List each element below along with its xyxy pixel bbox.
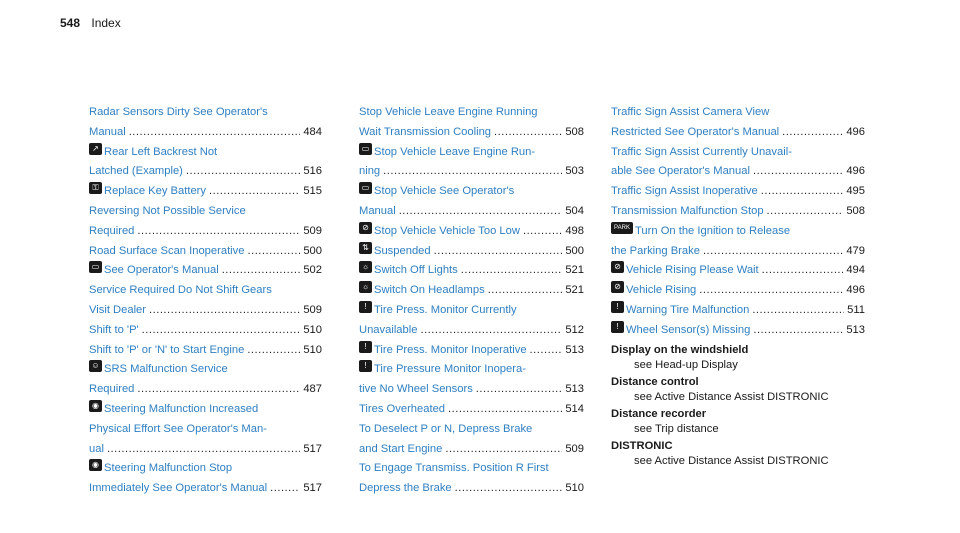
entry-text[interactable]: Tires Overheated (359, 402, 446, 415)
warning-symbol-icon: ⊘ (359, 222, 372, 234)
page-ref[interactable]: 521 (565, 284, 584, 297)
index-entry[interactable] (359, 182, 584, 222)
warning-symbol-icon: ◉ (89, 400, 102, 412)
entry-line (359, 420, 584, 440)
dot-leader (448, 400, 562, 420)
entry-line (359, 341, 584, 361)
entry-line (611, 123, 865, 143)
dot-leader (476, 380, 563, 400)
dot-leader (762, 261, 844, 281)
index-entry[interactable] (359, 400, 584, 420)
entry-text[interactable]: Visit Dealer (89, 303, 146, 316)
entry-line (359, 123, 584, 143)
entry-line (611, 261, 865, 281)
entry-line (611, 103, 865, 123)
dot-leader (752, 301, 844, 321)
entry-text[interactable]: Stop Vehicle Leave Engine Run- (374, 145, 536, 158)
entry-line (89, 301, 322, 321)
warning-symbol-icon: ▭ (359, 143, 372, 155)
entry-text[interactable]: Switch On Headlamps (374, 284, 485, 297)
entry-line (89, 222, 322, 242)
entry-line (359, 400, 584, 420)
entry-text[interactable]: Suspended (374, 244, 431, 257)
page-ref[interactable]: 517 (303, 482, 322, 495)
index-column-1 (89, 103, 322, 499)
index-column-3 (611, 103, 865, 469)
entry-text[interactable]: Reversing Not Possible Service (89, 204, 246, 217)
page-ref[interactable]: 513 (846, 323, 865, 336)
index-entry[interactable] (611, 182, 865, 202)
warning-symbol-icon: ↗ (89, 143, 102, 155)
entry-line (359, 261, 584, 281)
column-3-tail (611, 343, 865, 469)
entry-line (89, 360, 322, 380)
page-ref[interactable]: 513 (565, 343, 584, 356)
page-header (60, 16, 121, 30)
entry-text[interactable]: Unavailable (359, 323, 418, 336)
see-reference[interactable]: see Head-up Display (634, 358, 738, 371)
page-ref[interactable]: 494 (846, 264, 865, 277)
entry-line (89, 380, 322, 400)
page-ref[interactable]: 496 (846, 284, 865, 297)
entry-line (89, 242, 322, 262)
dot-leader (753, 321, 843, 341)
page-ref[interactable]: 479 (846, 244, 865, 257)
entry-text[interactable]: tive No Wheel Sensors (359, 383, 473, 396)
page-ref[interactable]: 510 (303, 323, 322, 336)
dot-leader (703, 242, 843, 262)
entry-text[interactable]: Replace Key Battery (104, 185, 206, 198)
index-entry[interactable] (611, 321, 865, 341)
entry-line (611, 301, 865, 321)
entry-line (611, 202, 865, 222)
dot-leader (523, 222, 562, 242)
dot-leader (455, 479, 563, 499)
page-ref[interactable]: 487 (303, 383, 322, 396)
index-entry[interactable] (89, 360, 322, 400)
entry-text[interactable]: Shift to 'P' or 'N' to Start Engine (89, 343, 245, 356)
index-entry[interactable] (89, 242, 322, 262)
index-entry[interactable] (611, 301, 865, 321)
entry-text[interactable]: See Operator's Manual (104, 264, 219, 277)
page-ref[interactable]: 516 (303, 165, 322, 178)
index-entry[interactable] (89, 341, 322, 361)
page-ref[interactable]: 521 (565, 264, 584, 277)
dot-leader (445, 440, 562, 460)
dot-leader (129, 123, 301, 143)
dot-leader (383, 162, 562, 182)
entry-text[interactable]: Immediately See Operator's Manual (89, 482, 268, 495)
index-entry[interactable] (359, 281, 584, 301)
entry-text[interactable]: To Deselect P or N, Depress Brake (359, 422, 533, 435)
dot-leader (488, 281, 563, 301)
warning-symbol-icon: PARK (611, 222, 633, 234)
entry-line (359, 301, 584, 321)
entry-line (89, 202, 322, 222)
entry-text[interactable]: Wheel Sensor(s) Missing (626, 323, 751, 336)
entry-line (359, 440, 584, 460)
entry-text[interactable]: Switch Off Lights (374, 264, 458, 277)
index-entry[interactable] (89, 182, 322, 202)
warning-symbol-icon: ☼ (359, 281, 372, 293)
entry-text[interactable]: SRS Malfunction Service (104, 363, 228, 376)
page-ref[interactable]: 502 (303, 264, 322, 277)
entry-line (359, 479, 584, 499)
entry-line (359, 380, 584, 400)
warning-symbol-icon: ⊘ (611, 261, 624, 273)
entry-text[interactable]: Stop Vehicle Leave Engine Running (359, 106, 538, 118)
index-heading: Distance control (611, 375, 699, 388)
index-entry[interactable] (359, 360, 584, 400)
page-ref[interactable]: 514 (565, 402, 584, 415)
index-entry[interactable] (611, 202, 865, 222)
index-entry[interactable] (611, 281, 865, 301)
entry-text[interactable]: Warning Tire Malfunction (626, 303, 750, 316)
page-ref[interactable]: 513 (565, 383, 584, 396)
entry-line (89, 182, 322, 202)
dot-leader (767, 202, 844, 222)
index-entry[interactable] (359, 242, 584, 262)
entry-text[interactable]: Required (89, 224, 135, 237)
entry-text[interactable]: ning (359, 165, 381, 178)
entry-text[interactable]: Tire Pressure Monitor Inopera- (374, 363, 526, 376)
entry-text[interactable]: Traffic Sign Assist Camera View (611, 106, 770, 118)
dot-leader (434, 242, 563, 262)
entry-text[interactable]: Physical Effort See Operator's Man- (89, 422, 267, 435)
warning-symbol-icon: ! (359, 341, 372, 353)
entry-line (359, 103, 584, 123)
entry-text[interactable]: Vehicle Rising Please Wait (626, 264, 759, 277)
index-entry[interactable] (359, 103, 584, 143)
index-entry[interactable] (611, 103, 865, 143)
entry-text[interactable]: Manual (359, 204, 396, 217)
dot-leader (222, 261, 301, 281)
index-entry[interactable] (89, 400, 322, 459)
index-entry[interactable] (611, 143, 865, 183)
dot-leader (761, 182, 844, 202)
entry-text[interactable]: Radar Sensors Dirty See Operator's (89, 106, 268, 118)
dot-leader (270, 479, 300, 499)
entry-text[interactable]: Rear Left Backrest Not (104, 145, 218, 158)
index-entry[interactable] (89, 202, 322, 242)
entry-text[interactable]: and Start Engine (359, 442, 443, 455)
dot-leader (137, 380, 300, 400)
entry-text[interactable]: Stop Vehicle See Operator's (374, 185, 515, 198)
index-entry[interactable] (89, 321, 322, 341)
entry-line (359, 202, 584, 222)
entry-line (359, 242, 584, 262)
index-entry[interactable] (359, 261, 584, 281)
entry-text[interactable]: Traffic Sign Assist Inoperative (611, 185, 758, 198)
entry-line (89, 321, 322, 341)
entry-line (89, 162, 322, 182)
page-ref[interactable]: 500 (303, 244, 322, 257)
entry-line (359, 360, 584, 380)
column-3-entries (611, 103, 865, 341)
index-entry[interactable] (89, 459, 322, 499)
page-ref[interactable]: 511 (847, 303, 865, 316)
index-entry[interactable] (359, 222, 584, 242)
entry-text[interactable]: Shift to 'P' (89, 323, 139, 336)
entry-text[interactable]: Vehicle Rising (626, 284, 697, 297)
dot-leader (247, 242, 300, 262)
dot-leader (142, 321, 301, 341)
warning-symbol-icon: ▭ (89, 261, 102, 273)
entry-line (89, 420, 322, 440)
entry-line (359, 459, 584, 479)
entry-text[interactable]: Steering Malfunction Stop (104, 462, 233, 475)
page-ref[interactable]: 500 (565, 244, 584, 257)
dot-leader (209, 182, 300, 202)
warning-symbol-icon: ! (611, 321, 624, 333)
index-entry[interactable] (359, 143, 584, 183)
entry-text[interactable]: ual (89, 442, 104, 455)
entry-text[interactable]: Wait Transmission Cooling (359, 125, 492, 138)
dot-leader (420, 321, 562, 341)
entry-line (359, 222, 584, 242)
entry-line (611, 242, 865, 262)
entry-text[interactable]: Stop Vehicle Vehicle Too Low (374, 224, 520, 237)
entry-text[interactable]: Required (89, 383, 135, 396)
entry-line (359, 182, 584, 202)
entry-line (611, 222, 865, 242)
index-entry[interactable] (89, 143, 322, 183)
index-entry[interactable] (89, 103, 322, 143)
entry-text[interactable]: Steering Malfunction Increased (104, 402, 259, 415)
entry-line (359, 162, 584, 182)
warning-symbol-icon: ⚿ (89, 182, 102, 194)
page-ref[interactable]: 484 (303, 125, 322, 138)
page-ref[interactable]: 512 (565, 323, 584, 336)
entry-text[interactable]: Restricted See Operator's Manual (611, 125, 780, 138)
entry-text[interactable]: Service Required Do Not Shift Gears (89, 284, 272, 297)
entry-line (89, 400, 322, 420)
see-reference[interactable]: see Active Distance Assist DISTRONIC (634, 454, 829, 467)
entry-line (89, 123, 322, 143)
entry-line (359, 281, 584, 301)
entry-text[interactable]: Depress the Brake (359, 482, 452, 495)
entry-line (89, 103, 322, 123)
dot-leader (149, 301, 300, 321)
page-ref[interactable]: 510 (565, 482, 584, 495)
page-ref[interactable]: 517 (303, 442, 322, 455)
see-reference[interactable]: see Active Distance Assist DISTRONIC (634, 390, 829, 403)
index-entry[interactable] (89, 261, 322, 281)
entry-line (611, 281, 865, 301)
index-entry[interactable] (89, 281, 322, 321)
warning-symbol-icon: ! (611, 301, 624, 313)
page-ref[interactable]: 508 (846, 204, 865, 217)
warning-symbol-icon: ⇅ (359, 242, 372, 254)
entry-text[interactable]: able See Operator's Manual (611, 165, 750, 178)
entry-text[interactable]: Latched (Example) (89, 165, 183, 178)
entry-line (89, 479, 322, 499)
entry-line (89, 440, 322, 460)
page-ref[interactable]: 508 (565, 125, 584, 138)
index-heading: Distance recorder (611, 407, 707, 420)
dot-leader (530, 341, 563, 361)
entry-line (611, 182, 865, 202)
index-heading: Display on the windshield (611, 343, 749, 356)
dot-leader (399, 202, 563, 222)
entry-line (89, 143, 322, 163)
entry-text[interactable]: Transmission Malfunction Stop (611, 204, 764, 217)
warning-symbol-icon: ⊘ (611, 281, 624, 293)
entry-line (611, 162, 865, 182)
index-entry[interactable] (359, 459, 584, 499)
page-ref[interactable]: 509 (303, 224, 322, 237)
page-ref[interactable]: 509 (303, 303, 322, 316)
entry-text[interactable]: Tire Press. Monitor Inoperative (374, 343, 527, 356)
page-ref[interactable]: 515 (303, 185, 322, 198)
dot-leader (186, 162, 300, 182)
entry-text[interactable]: Traffic Sign Assist Currently Unavail- (611, 145, 792, 158)
page-ref[interactable]: 496 (846, 165, 865, 178)
dot-leader (137, 222, 300, 242)
dot-leader (782, 123, 843, 143)
entry-line (89, 281, 322, 301)
dot-leader (461, 261, 563, 281)
see-reference[interactable]: see Trip distance (634, 422, 719, 435)
entry-line (89, 341, 322, 361)
entry-line (359, 321, 584, 341)
page-ref[interactable]: 498 (565, 224, 584, 237)
index-heading: DISTRONIC (611, 439, 673, 452)
warning-symbol-icon: ☼ (359, 261, 372, 273)
warning-symbol-icon: ☺ (89, 360, 102, 372)
entry-text[interactable]: Manual (89, 125, 126, 138)
page-ref[interactable]: 496 (846, 125, 865, 138)
page-ref[interactable]: 509 (565, 442, 584, 455)
page-ref[interactable]: 510 (303, 343, 322, 356)
entry-line (89, 459, 322, 479)
entry-line (611, 143, 865, 163)
page-number: 548 (60, 16, 81, 30)
entry-line (89, 261, 322, 281)
index-entry[interactable] (611, 222, 865, 262)
warning-symbol-icon: ! (359, 301, 372, 313)
page-ref[interactable]: 495 (846, 185, 865, 198)
page-ref[interactable]: 504 (565, 204, 584, 217)
dot-leader (699, 281, 843, 301)
entry-text[interactable]: Tire Press. Monitor Currently (374, 303, 517, 316)
entry-text[interactable]: Road Surface Scan Inoperative (89, 244, 245, 257)
warning-symbol-icon: ◉ (89, 459, 102, 471)
entry-text[interactable]: To Engage Transmiss. Position R First (359, 462, 549, 475)
entry-line (359, 143, 584, 163)
index-entry[interactable] (359, 341, 584, 361)
dot-leader (753, 162, 843, 182)
page-ref[interactable]: 503 (565, 165, 584, 178)
dot-leader (494, 123, 562, 143)
dot-leader (247, 341, 300, 361)
index-entry[interactable] (359, 301, 584, 341)
section-title: Index (91, 16, 121, 30)
index-entry[interactable] (359, 420, 584, 460)
entry-text[interactable]: Turn On the Ignition to Release (635, 224, 791, 237)
entry-text[interactable]: the Parking Brake (611, 244, 700, 257)
index-column-2 (359, 103, 584, 499)
entry-line (611, 321, 865, 341)
index-entry[interactable] (611, 261, 865, 281)
dot-leader (107, 440, 300, 460)
warning-symbol-icon: ▭ (359, 182, 372, 194)
warning-symbol-icon: ! (359, 360, 372, 372)
